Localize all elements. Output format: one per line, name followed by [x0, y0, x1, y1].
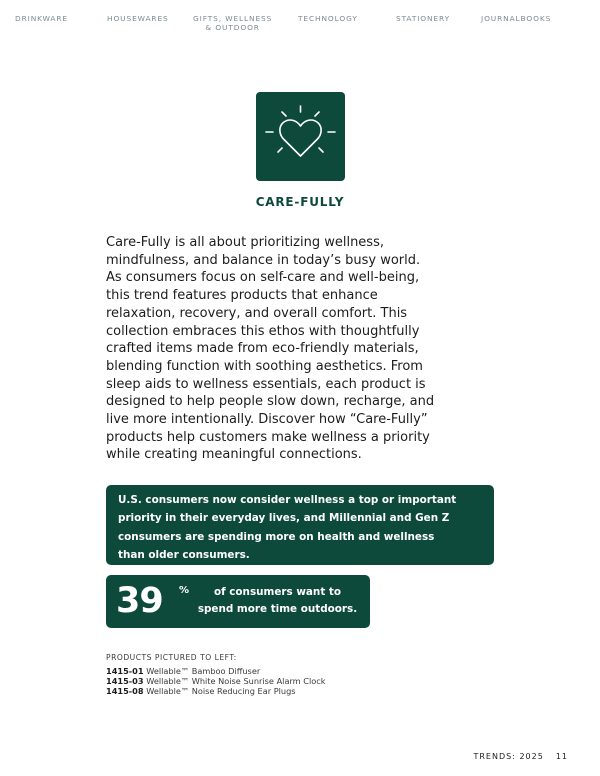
nav-gifts-line2: & OUTDOOR: [205, 23, 260, 32]
stat-percent-sign: %: [179, 585, 190, 596]
nav-gifts-wellness-outdoor[interactable]: [193, 14, 272, 32]
product-name: Wellable™ White Noise Sunrise Alarm Clock: [146, 676, 326, 686]
body-line: blending function with soothing aesthetics. From: [106, 358, 423, 374]
wellness-callout-box: [106, 485, 494, 565]
product-name: Wellable™ Noise Reducing Ear Plugs: [146, 686, 296, 696]
callout-line: priority in their everyday lives, and Millennial and Gen Z: [118, 512, 450, 525]
products-title: PRODUCTS PICTURED TO LEFT:: [106, 653, 237, 662]
page-footer: [473, 752, 568, 761]
heart-glow-icon: [256, 92, 345, 181]
products-pictured: [106, 653, 506, 696]
section-title: CARE-FULLY: [255, 195, 345, 209]
care-fully-icon-tile: [256, 92, 345, 181]
stat-description: [190, 584, 365, 618]
product-name: Wellable™ Bamboo Diffuser: [146, 666, 261, 676]
body-line: As consumers focus on self-care and well-being,: [106, 270, 420, 286]
section-body: [106, 234, 486, 464]
stat-line: of consumers want to: [213, 586, 342, 598]
footer-label: TRENDS: 2025: [473, 752, 544, 761]
stat-number: 39: [116, 581, 163, 621]
callout-line: than older consumers.: [118, 548, 250, 561]
product-sku: 1415-01: [106, 666, 144, 676]
product-sku: 1415-08: [106, 686, 144, 696]
body-line: while creating meaningful connections.: [106, 447, 362, 463]
body-line: designed to help people slow down, recharge, and: [106, 394, 435, 410]
nav-drinkware[interactable]: DRINKWARE: [15, 14, 68, 23]
product-row: [106, 676, 506, 686]
callout-line: U.S. consumers now consider wellness a top or important: [118, 494, 457, 506]
body-line: Care-Fully is all about prioritizing wellness,: [106, 235, 384, 250]
nav-journalbooks[interactable]: JOURNALBOOKS: [481, 14, 552, 23]
body-line: this trend features products that enhance: [106, 288, 378, 304]
outdoors-stat-box: [106, 575, 370, 628]
category-nav: [0, 14, 600, 38]
nav-gifts-line1: GIFTS, WELLNESS: [193, 14, 273, 23]
body-line: relaxation, recovery, and overall comfort. This: [106, 305, 408, 321]
callout-line: consumers are spending more on health and wellness: [118, 530, 435, 543]
body-line: products help customers make wellness a priority: [106, 429, 430, 445]
body-line: collection embraces this ethos with thoughtfully: [106, 323, 420, 339]
nav-housewares[interactable]: HOUSEWARES: [107, 14, 169, 23]
nav-technology[interactable]: TECHNOLOGY: [298, 14, 358, 23]
body-line: live more intentionally. Discover how “Care-Fully”: [106, 412, 428, 428]
body-line: mindfulness, and balance in today’s busy world.: [106, 252, 421, 268]
product-row: [106, 666, 506, 676]
product-sku: 1415-03: [106, 676, 144, 686]
page-number: 11: [555, 752, 568, 761]
body-line: crafted items made from eco-friendly materials,: [106, 341, 419, 357]
product-row: [106, 686, 506, 696]
body-line: sleep aids to wellness essentials, each product is: [106, 376, 426, 392]
nav-stationery[interactable]: STATIONERY: [396, 14, 450, 23]
stat-line: spend more time outdoors.: [197, 603, 358, 615]
